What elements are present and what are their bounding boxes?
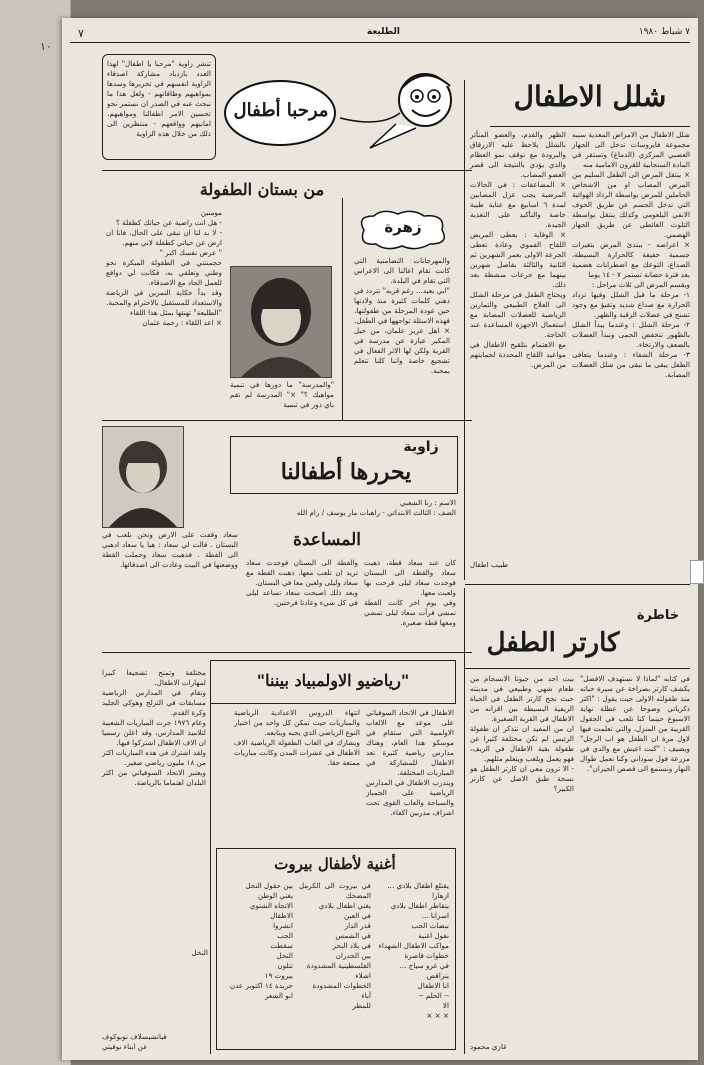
header-page-number: ٧ <box>78 27 84 40</box>
corner-intro-box <box>102 54 216 160</box>
girl-photo-1 <box>230 266 332 378</box>
header-publication: الطليعة <box>366 27 400 37</box>
girl-photo-2 <box>102 426 184 528</box>
flower-badge <box>354 208 452 250</box>
page-tab <box>690 560 704 584</box>
carter-title-small: خاطرة <box>636 608 680 623</box>
song-title: أغنية لأطفال بيروت <box>274 855 396 873</box>
flower-badge-text: زهرة <box>384 218 422 236</box>
polio-col-1: شلل الاطفال من الامراض المعدية سببه مجموعة فايروسات تدخل الى الجهاز العصبي المركزي (الدماغ) وتستقر في المادة السنجابية للقرون الامامية منه × ينتقل المرض الى الطفل السليم من المرض المصاب او من الاشخاص الحاملين للمرض بواسطة الرذاذ الهوائية التي تدخل الجسم عن طريق الحوف الانفي البلعومي وكذلك ينتقل بواسطة التلوث الغائطي عن طريق الجهاز الهضمي. × اعراضه - يبتدئ المرض بتغيرات جسمية خفيفة كالحرارة البسيطة، الصداع، التوعك مع اضطرابات هضمية بعد فترة حضانة تستمر ٧ - ١٤ يوما ويقسم المرض الى ثلاث مراحل : ١- مرحلة ما قبل الشلل وفيها تزداد الحرارة مع صداع شديد وتقيؤ مع وجود تشنج في عضلات الرقبة والظهر. ٢- مرحلة الشلل : وعندما يبدأ الشلل بالظهور تنخفض الحمى وتبدأ العضلات بالضعف والارتخاء. ٣- مرحلة الشفاء : وعندما يتعافى الطفل يبقى ما تبقى من شلل العضلات المصابة. <box>572 130 690 379</box>
polio-signature: طبيب اطفال <box>470 560 509 569</box>
garden-title: من بستان الطفولة <box>199 180 325 199</box>
song-col-2: في بيروت الى الكرمل المضحك يغني اطفال بلادي في العين قدر الدار في الشمس في بلاد البحر بين الجدران الفلسطينية المشدودة اشلاء الخطوات المشدودة آباء للمطر <box>299 881 371 1010</box>
kids-story-title: المساعدة <box>292 530 362 550</box>
olympics-col-2: انتهاء الدروس الاعدادية الرياضية والمباريات حيث تمكن كل واحد من اختيار النوع الرياضي الذي يحبه ويتابعه. ويشارك في العاب الطفولة الرياضية الاف الاطفال في عشرات المدن وكانت مباريات ممتعة حقا. <box>234 708 360 767</box>
welcome-text: مرحبا أطفال <box>233 100 329 121</box>
kids-corner-title: يحررها أطفالنا <box>280 459 412 485</box>
header-date: ٧ شباط ١٩٨٠ <box>638 27 690 37</box>
newspaper-page <box>62 18 698 1060</box>
olympics-heading-box <box>210 660 456 704</box>
welcome-banner <box>220 58 460 158</box>
kids-story-col-2: والقطة الى البستان فوجدت سعاد تريد ان تلعب معها. ذهبت القطة مع سعاد وليلى ولعبن معا في البستان. وبعد ذلك اصبحت سعاد تساعد ليلى في كل شيء وعادتا فرحتين. <box>246 558 358 607</box>
kids-corner-heading <box>230 436 458 494</box>
page-header <box>70 24 690 43</box>
underlying-page-number: ١٠ <box>40 40 52 53</box>
olympics-title: "رياضيو الاولمبياد بيننا" <box>256 671 410 690</box>
corner-intro-text: تنشر زاوية "مرحبا يا اطفال" لهذا العدد بازدياد مشاركة اصدقاء الزاوية انفسهم في تحريرها وسدها بمواهبهم وطاقاتهم - ولعل هذا ما نبحث عنه في الصدر ان نستمر نحو تحسين الامر اطفالنا ومواهبهم، امانيهم وواقعهم - منتظرين الى ذلك من خلال هذه الزاوية <box>104 59 211 138</box>
carter-title: كارتر الطفل <box>486 628 620 658</box>
garden-col-2: مومنين - هل انت راضية عن حياتك كطفلة ؟ - لا بد لنا ان نبقى على الحال، فانا ان ارض عن حياتي كطفلة لاني منهم. " عرض نفسك اكبر " حجمنتني في الطفولة المبكرة نحو وطني وتعلقي به، فكانت لي دوافع للعمل الجاد مع الاصدقاء. وقد بدأ حكاية التمرين في الرياضة والاستعداد للمستقبل بالاحترام والمحبة. "الطليعة" تهنئها بمثل هذا اللقاء × اعد اللقاء : رحمة عثمان <box>106 208 222 327</box>
garden-caption: "والمدرسة" ما دورها في تنمية مواهبك ؟" ×" المدرسة لم تقم باي دور في تنمية <box>227 380 334 409</box>
olympics-col-3: مختلفة وتمنح تشجيعا كبيرا لمهارات الاطفال. وتقام في المدارس الرياضية مسابقات في التزلج وهوكي الجليد وكرة القدم. وعام ١٩٧٦ جرت المباريات الشعبية لتلاميذ المدارس، وقد اعلن رسميا ان الاف الاطفال اشتركوا فيها. ولقد اشترك في هذه المباريات اكثر من ١٨ مليون رياضي صغير. ويعتبر الاتحاد السوفياتي من اكثر البلدان اهتماما بالرياضة. <box>101 668 206 787</box>
song-tag: النخل <box>191 948 208 957</box>
kids-corner-author: الاسم : رنا الشعبي الصف : الثالث الابتدائي - راهبات مار يوسف / رام الله <box>296 498 456 517</box>
song-box <box>216 848 456 1050</box>
olympics-signature: فياتشيسلاف نوبوكوف عن ابناء نوفيتي <box>102 1032 167 1051</box>
kids-story-col-1: كان عند سعاد قطة، ذهبت سعاد والقطة الى البستان فوجدت سعاد ليلى فرحت بها ولعبت معها. وفي يوم اخر كانت القطة تمشي فرأت سعاد ليلى تمشي ومعها قطة صغيرة. <box>364 558 456 627</box>
kids-corner-title-top: زاوية <box>403 439 439 455</box>
carter-col-2: بيت احد من جيوتا الانسجام من طعام شهي وطبيعي في مدينته حيث نجح كارتر الطفل في الحياة الريفية البسيطة بين اقرانه من الاطفال في القرية الصغيرة. ان من المفيد ان نتذكر ان طفولة الرئيس لم تكن مختلفة كثيرا عن طفولة بقية الاطفال في الريف، فهو يعمل ويلعب ويتعلم مثلهم. - الا ترون معي ان كارتر الطفل هو نسخة طبق الاصل عن كارتر الكبير؟ <box>470 674 574 793</box>
olympics-col-1: الاطفال في الاتحاد السوفياتي على موعد مع الالعاب الاولمبية التي ستقام في موسكو هذا العام، وهناك مدارس رياضية كثيرة تعد الاطفال للمشاركة في المباريات المختلفة. ويتدرب الاطفال في المدارس الرياضية على الجمباز والسباحة والعاب القوى تحت اشراف مدربين اكفاء. <box>366 708 454 817</box>
carter-signature: غازي محمود <box>470 1042 507 1051</box>
polio-title: شلل الاطفال <box>513 80 667 113</box>
polio-col-2: الظهر والقدم، والعضو المتأثر بالشلل يلاحظ عليه الازرقاق والبرودة مع توقف نمو العظام والذي يؤدي بالنتيجة الى قصر العضو المصاب. × المضاعفات : في الحالات المرضية يجب عزل المصابين لمدة ٦ اسابيع مع عناية طبية خاصة والتأكيد على التغذية الجيدة. × الوقاية : يعطى المريض اللقاح الفموي وعادة تعطى الجرعة الاولى بعمر الشهرين ثم الثانية والثالثة بفاصل شهرين بينهما مع جرعات منشطة بعد ذلك. ويحتاج الطفل في مرحلة الشلل الى العلاج الطبيعي والتمارين الرياضية للعضلات المصابة مع استعمال الاجهزة المساعدة عند الحاجة. مع الاهتمام بتلقيح الاطفال في مواعيد اللقاح المحددة لحمايتهم من المرض. <box>470 130 566 369</box>
carter-col-1: في كتابه "لماذا لا نستهدف الافضل" يكشف كارتر بصراحة عن سيرة حياته منذ طفولته الاولى حيث يقول : "اكثر ذكرياتي وضوحا عن عطلة نهاية الاسبوع حينما كنا نلعب في الحقول القريبة من المنزل، والتي تعلمت فيها لاول مرة ان الطفل هو اب الرجل" ويضيف : "كنت اعيش مع والدي في مزرعة فول سوداني وكنا نعمل طوال النهار ونستمع الى قصص الجيران". <box>577 674 690 773</box>
song-col-1: يقتلع اطفال بلادي ... ازهارا يتقاطر اطفال بلادي اسرابا ... نبضات الحب نقول اغنية مواكب الاطفال الشهداء خطوات قاصرة في غزو سياج ... يتراقص انا الاطفال -- الحلم -- الا × × × <box>378 881 449 1020</box>
kids-story-col-3: سعاد وقفت على الارض ونحن نلعب في البستان . قالت لي سعاد : هيا يا سعاد ادهبي الى القطة . فذهبت سعاد وحملت القطة ووضعتها في البيت وعادت الى اصدقائها. <box>99 530 238 569</box>
underlying-page <box>0 0 71 1065</box>
song-col-3: بين حقول النخل يغني الوطن الاتجاه الشتوي الاطفال انشروا الحب سقطت النخل تتلون بيروت ١٩ حريدة ١٤ اكتوبر عدن ابو الشعر <box>229 881 293 1000</box>
garden-col-1: والمهرجانات التضامنية التي كانت تقام اعالنا الى الاعراس التي تقام في البلدة. "ابي بعيد... رغم قربه" تتردد في ذهني كلمات كثيرة منذ ولادتها حين عودة المرحلة من طفولتها، فهذه الاسئلة تواجهها في الطفل. × اهل عزيز علمان، من حيل المكبر عبارة عن مدرسة في القرية ولكن لها الاثر الفعال في تشجيع خاصة واننا كلنا نتعلم بمحبة. <box>354 256 450 375</box>
